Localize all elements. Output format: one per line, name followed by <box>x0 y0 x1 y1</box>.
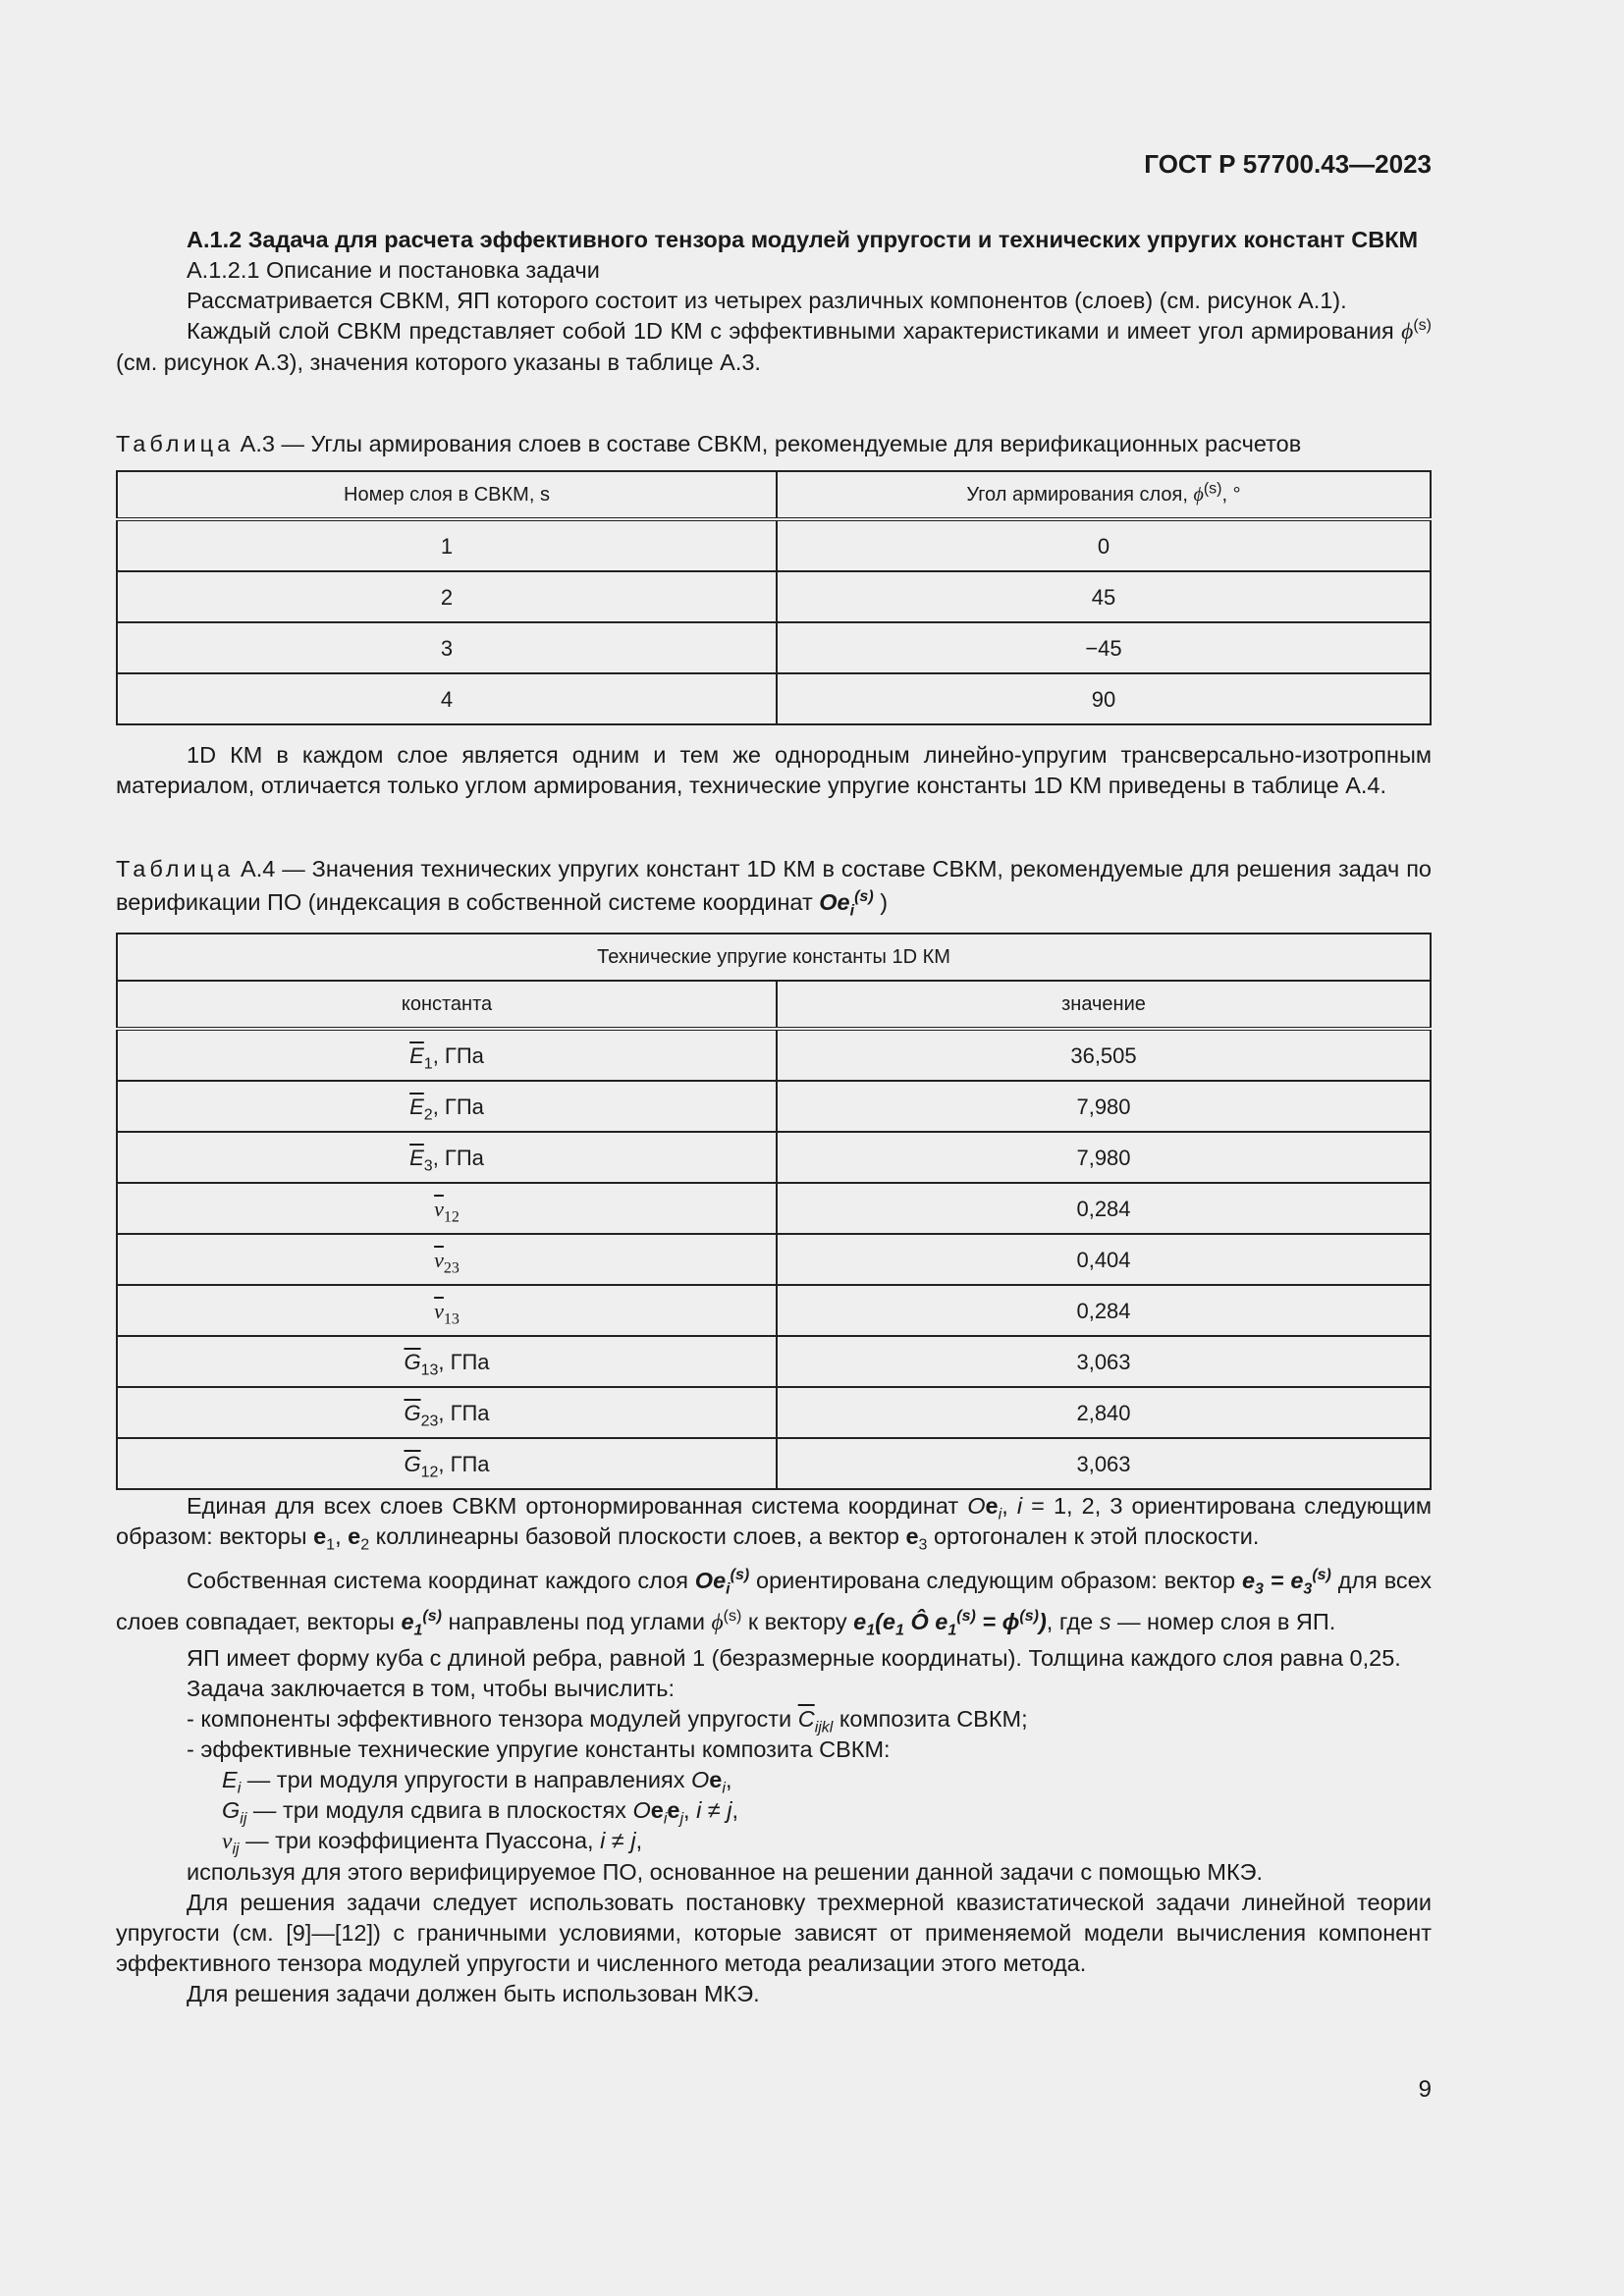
table-a4 <box>116 933 1432 1490</box>
section-title: А.1.2 Задача для расчета эффективного тензора модулей упругости и технических упругих констант СВКМ <box>187 227 1419 252</box>
table-a3 <box>116 470 1432 725</box>
table-row: $\overline{\nu}_{23}$ 0,404 <box>117 1234 1431 1285</box>
list-item: $G_{ij}$ — три модуля сдвига в плоскостях $Oe_ie_j$, i ≠ j, <box>222 1797 739 1828</box>
paragraph-7: - компоненты эффективного тензора модулей упругости $\overline{C}_{ijkl}$ композита СВКМ; <box>187 1706 1028 1736</box>
list-item: $E_i$ — три модуля упругости в направлениях $Oe_i$, <box>222 1767 732 1797</box>
paragraph-1: Рассматривается СВКМ, ЯП которого состоит из четырех различных компонентов (слоев) (см. рисунок А.1). <box>187 288 1347 313</box>
table-a4-header-constant: константа <box>117 981 777 1029</box>
paragraph-3: Единая для всех слоев СВКМ ортонормированная система координат $Oe_i$, i = 1, 2, 3 ориентирована следующим образом: векторы $e_1$, $e_2$ коллинеарны базовой плоскости слоев, а вектор $e_3$ ортогонален к этой плоскости. <box>116 1493 1432 1554</box>
table-row: $\overline{\nu}_{12}$ 0,284 <box>117 1183 1431 1234</box>
table-row: $\overline{\nu}_{13}$ 0,284 <box>117 1285 1431 1336</box>
paragraph-6: Задача заключается в том, чтобы вычислить: <box>187 1676 676 1701</box>
table-a3-header-angle: Угол армирования слоя, $\phi^{(s)}$, ° <box>777 471 1431 519</box>
table-a4-header-value: значение <box>777 981 1431 1029</box>
table-row: $\overline{E}_3$, ГПа 7,980 <box>117 1132 1431 1183</box>
paragraph-12: используя для этого верифицируемое ПО, основанное на решении данной задачи с помощью МКЭ. <box>187 1859 1264 1885</box>
list-item: $\nu_{ij}$ — три коэффициента Пуассона, i ≠ j, <box>222 1828 643 1858</box>
page-number: 9 <box>1418 2076 1432 2103</box>
table-a4-caption: Таблица А.4 — Значения технических упругих констант 1D КМ в составе СВКМ, рекомендуемые для решения задач по верификации ПО (индексация в собственной системе координат $Oe_i^{(s)}$ ) <box>116 856 1432 920</box>
subsection-title: А.1.2.1 Описание и постановка задачи <box>187 257 600 283</box>
table-row: $\overline{E}_1$, ГПа 36,505 <box>117 1029 1431 1081</box>
document-code: ГОСТ Р 57700.43—2023 <box>1144 149 1432 179</box>
paragraph-5: ЯП имеет форму куба с длиной ребра, равной 1 (безразмерные координаты). Толщина каждого слоя равна 0,25. <box>187 1645 1401 1671</box>
paragraph-4: Собственная система координат каждого слоя $Oe_i^{(s)}$ ориентирована следующим образом: вектор $e_3 = e_3^{(s)}$ для всех слоев совпадает, векторы $e_1^{(s)}$ направлены под углами $\phi^{(s)}$ к вектору $e_1(e_1$ Ô $e_1^{(s)} = \phi^{(s)}$), где s — номер слоя в ЯП. <box>116 1567 1432 1639</box>
table-a3-caption: Таблица А.3 — Углы армирования слоев в составе СВКМ, рекомендуемые для верификационных расчетов <box>116 431 1302 456</box>
table-row: $\overline{G}_{23}$, ГПа 2,840 <box>117 1387 1431 1438</box>
paragraph-8: - эффективные технические упругие константы композита СВКМ: <box>187 1736 891 1762</box>
table-row: $\overline{G}_{12}$, ГПа 3,063 <box>117 1438 1431 1489</box>
paragraph-after-a3: 1D КМ в каждом слое является одним и тем же однородным линейно-упругим трансверсально-изотропным материалом, отличается только углом армирования, технические упругие константы 1D КМ приведены в таблице А.4. <box>116 742 1432 798</box>
paragraph-13: Для решения задачи следует использовать постановку трехмерной квазистатической задачи линейной теории упругости (см. [9]—[12]) с граничными условиями, которые зависят от применяемой модели вычисления компонент эффективного тензора модулей упругости и численного метода реализации этого метода. <box>116 1890 1432 1976</box>
table-a3-header-layer: Номер слоя в СВКМ, s <box>117 471 777 519</box>
table-row: 1 0 <box>117 519 1431 571</box>
paragraph-2: Каждый слой СВКМ представляет собой 1D КМ с эффективными характеристиками и имеет угол армирования $\phi^{(s)}$ (см. рисунок А.3), значения которого указаны в таблице А.3. <box>116 317 1432 375</box>
paragraph-14: Для решения задачи должен быть использован МКЭ. <box>187 1981 760 2006</box>
table-row: $\overline{E}_2$, ГПа 7,980 <box>117 1081 1431 1132</box>
table-row: 3 −45 <box>117 622 1431 673</box>
table-a4-group-header: Технические упругие константы 1D КМ <box>117 934 1431 981</box>
table-row: 2 45 <box>117 571 1431 622</box>
table-row: 4 90 <box>117 673 1431 724</box>
table-row: $\overline{G}_{13}$, ГПа 3,063 <box>117 1336 1431 1387</box>
